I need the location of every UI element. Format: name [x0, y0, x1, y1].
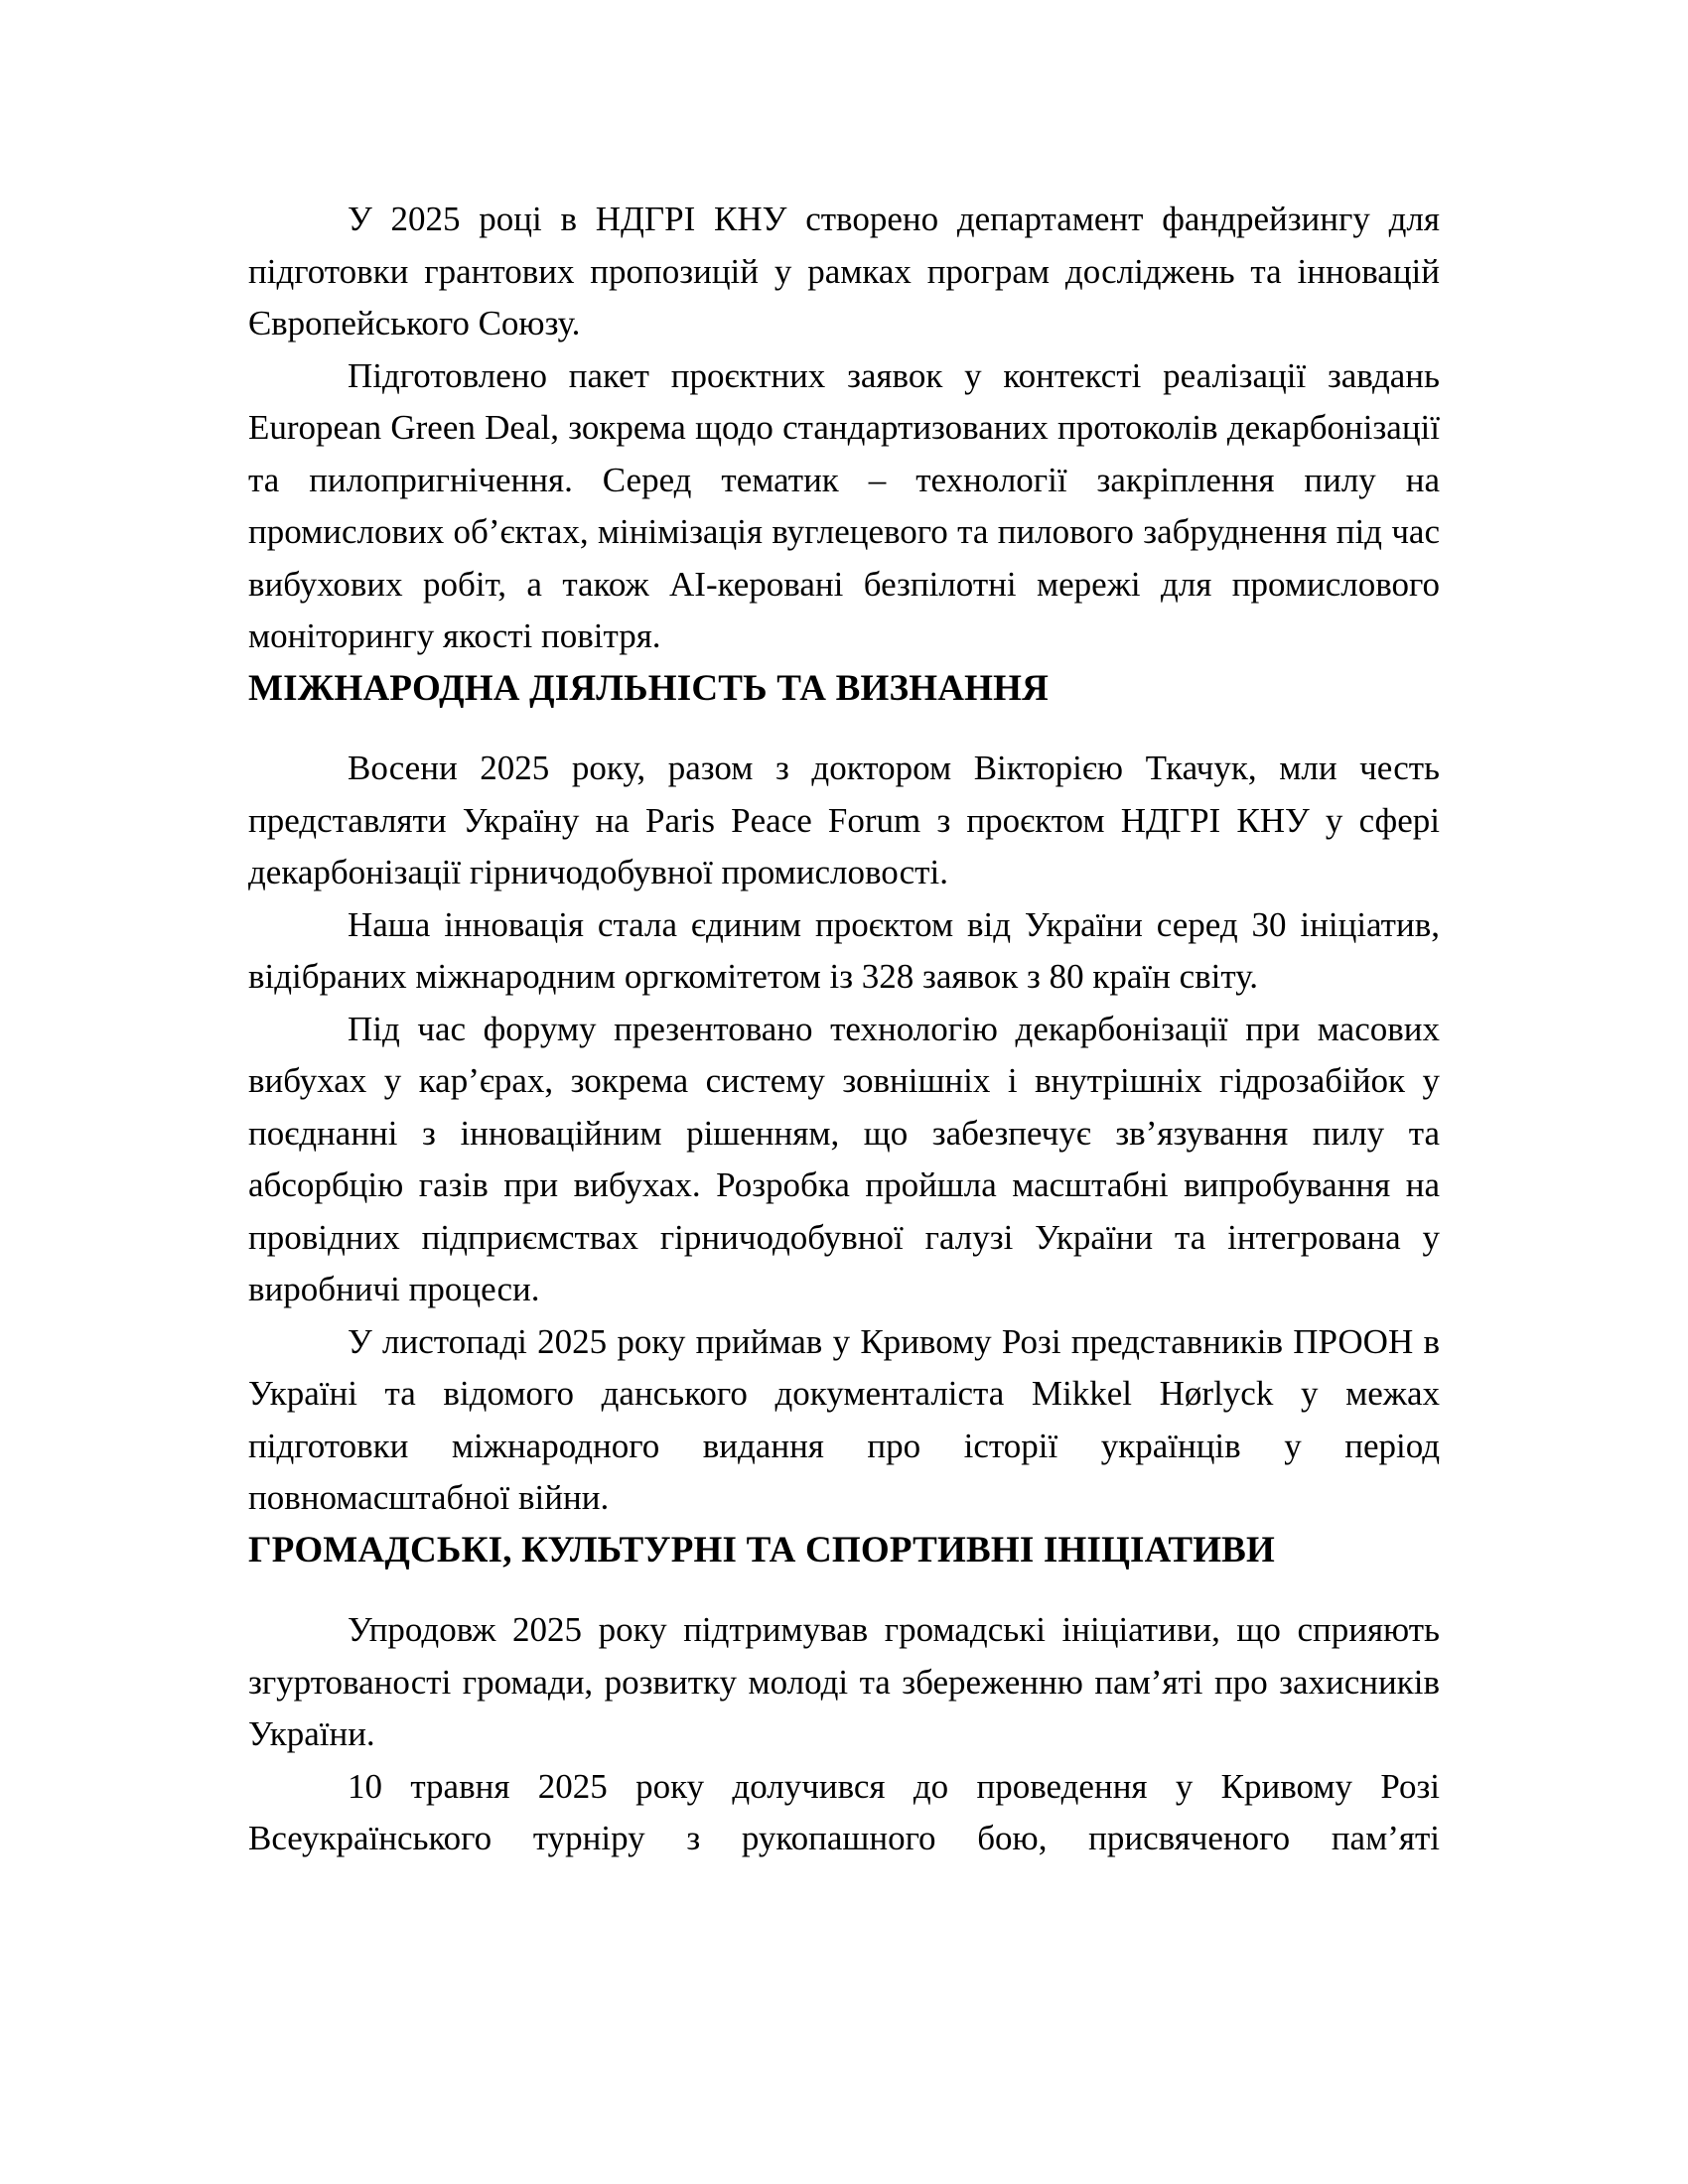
para-paris-peace-forum: Восени 2025 року, разом з доктором Вікторією Ткачук, мли честь представляти Україну на Paris Peace Forum з проєктом НДГРІ КНУ у сфері декарбонізації гірничодобувної промисловості.: [248, 749, 1440, 891]
para-fundraising-department: У 2025 році в НДГРІ КНУ створено департамент фандрейзингу для підготовки грантових пропозицій у рамках програм досліджень та інновацій Європейського Союзу.: [248, 200, 1440, 342]
para-community-initiatives: Упродовж 2025 року підтримував громадські ініціативи, що сприяють згуртованості громади, розвитку молоді та збереженню пам’яті про захисників України.: [248, 1610, 1440, 1753]
para-selected-initiative: Наша інновація стала єдиним проєктом від України серед 30 ініціатив, відібраних міжнародним оргкомітетом із 328 заявок з 80 країн світу.: [248, 904, 1440, 996]
para-forum-technology-presentation: Під час форуму презентовано технологію декарбонізації при масових вибухах у кар’єрах, зокрема систему зовнішніх і внутрішніх гідрозабійок у поєднанні з інноваційним рішенням, що забезпечує зв’язування пилу та абсорбцію газів при вибухах. Розробка пройшла масштабні випробування на провідних підприємствах гірничодобувної галузі України та інтегрована у виробничі процеси.: [248, 1009, 1440, 1308]
heading-civic-cultural-sport-initiatives: ГРОМАДСЬКІ, КУЛЬТУРНІ ТА СПОРТИВНІ ІНІЦІАТИВИ: [248, 1529, 1276, 1570]
para-undp-documentarist-visit: У листопаді 2025 року приймав у Кривому Розі представників ПРООН в Україні та відомого данського документаліста Mikkel Hørlyck у межах підготовки міжнародного видання про історії українців у період повномасштабної війни.: [248, 1321, 1440, 1517]
para-green-deal-proposals: Підготовлено пакет проєктних заявок у контексті реалізації завдань European Green Deal, зокрема щодо стандартизованих протоколів декарбонізації та пилопригнічення. Серед тематик – технології закріплення пилу на промислових об’єктах, мінімізація вуглецевого та пилового забруднення під час вибухових робіт, а також АІ-керовані безпілотні мережі для промислового моніторингу якості повітря.: [248, 355, 1440, 655]
heading-international-activity: МІЖНАРОДНА ДІЯЛЬНІСТЬ ТА ВИЗНАННЯ: [248, 667, 1050, 709]
para-hand-to-hand-tournament: 10 травня 2025 року долучився до проведення у Кривому Розі Всеукраїнського турніру з рукопашного бою, присвяченого пам’яті: [248, 1766, 1440, 1857]
